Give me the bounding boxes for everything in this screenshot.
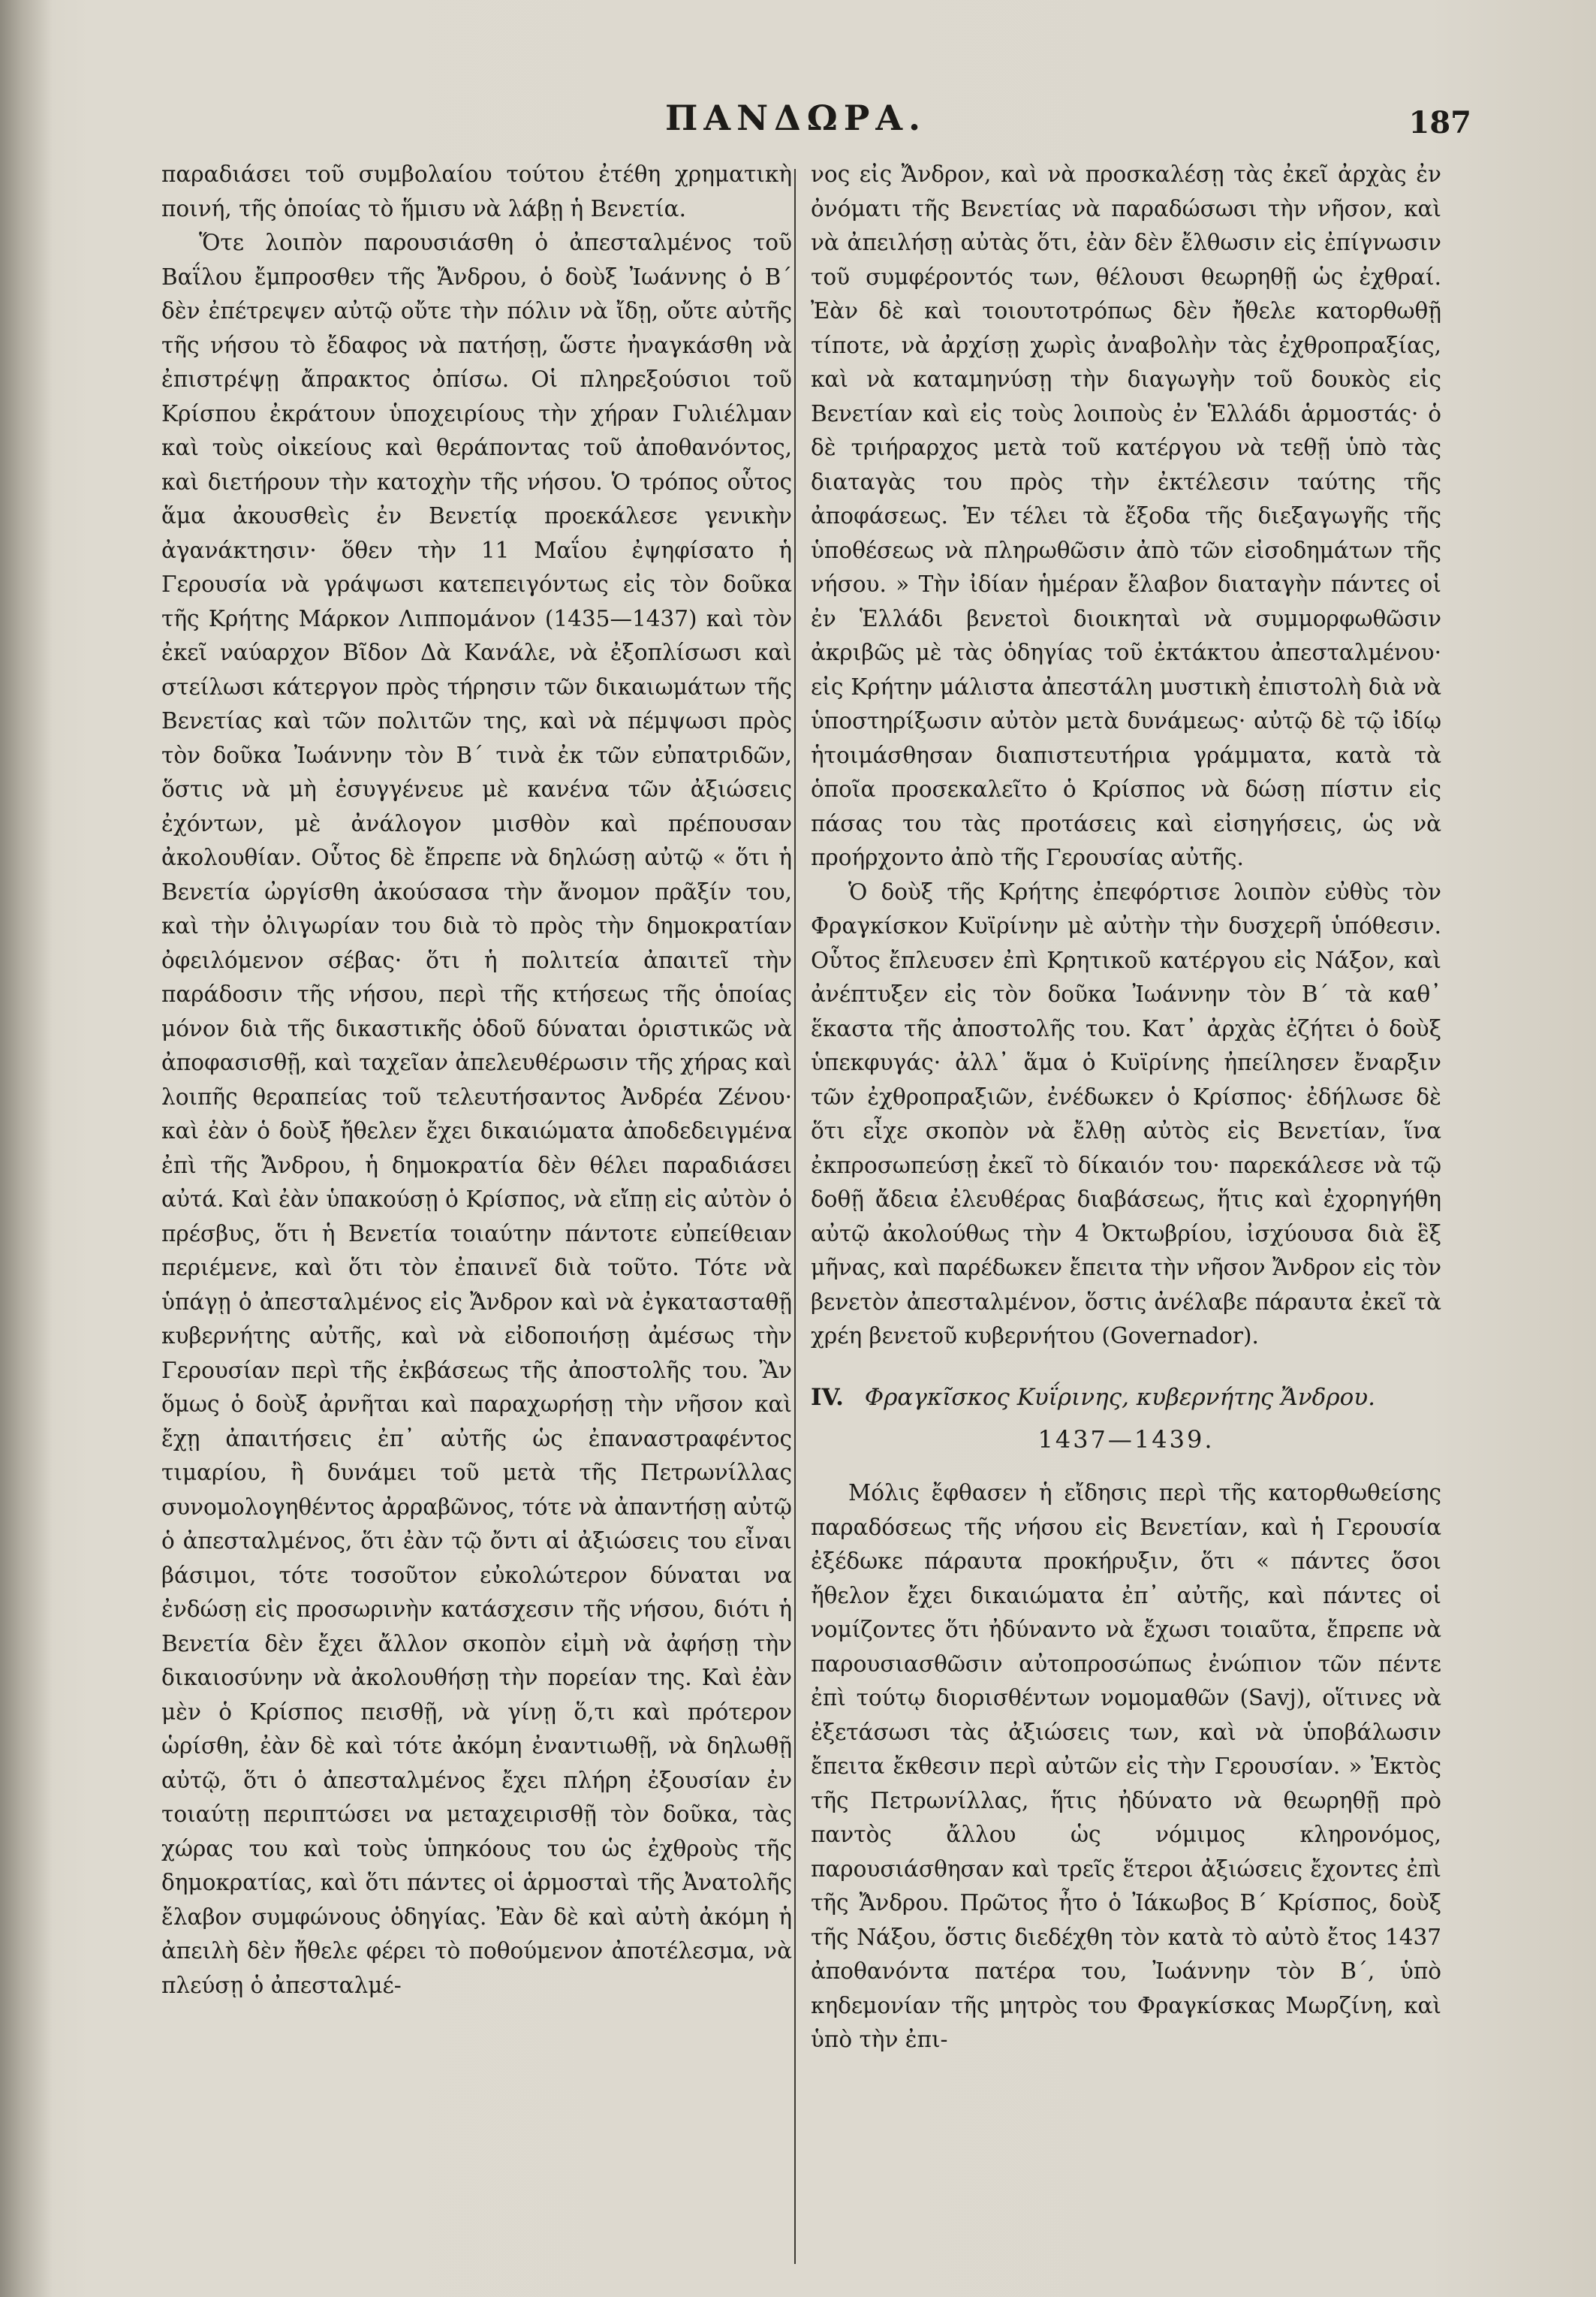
page-header	[0, 98, 1596, 150]
right-paragraph-3: Μόλις ἔφθασεν ἡ εἴδησις περὶ τῆς κατορθωθείσης παραδόσεως τῆς νήσου εἰς Βενετίαν, καὶ ἡ Γερουσία ἐξέδωκε πάραυτα προκήρυξιν, ὅτι « πάντες ὅσοι ἤθελον ἔχει δικαιώματα ἐπ᾽ αὐτῆς, καὶ πάντες οἱ νομίζοντες ὅτι ἠδύναντο νὰ ἔχωσι τοιαῦτα, ἔπρεπε νὰ παρουσιασθῶσιν αὐτοπροσώπως ἐνώπιον τῶν πέντε ἐπὶ τούτῳ διορισθέντων νομομαθῶν (Savj), οἵτινες νὰ ἐξετάσωσι τὰς ἀξιώσεις των, καὶ νὰ ὑποβάλωσιν ἔπειτα ἔκθεσιν περὶ αὐτῶν εἰς τὴν Γερουσίαν. » Ἐκτὸς τῆς Πετρωνίλλας, ἥτις ἠδύνατο νὰ θεωρηθῇ πρὸ παντὸς ἄλλου ὡς νόμιμος κληρονόμος, παρουσιάσθησαν καὶ τρεῖς ἕτεροι ἀξιώσεις ἔχοντες ἐπὶ τῆς Ἄνδρου. Πρῶτος ἦτο ὁ Ἰάκωβος Β΄ Κρίσπος, δοὺξ τῆς Νάξου, ὅστις διεδέχθη τὸν κατὰ τὸ αὐτὸ ἔτος 1437 ἀποθανόντα πατέρα του, Ἰωάννην τὸν Β΄, ὑπὸ κηδεμονίαν τῆς μητρὸς του Φραγκίσκας Μωρζίνη, καὶ ὑπὸ τὴν ἐπι-	[811, 1480, 1441, 2052]
left-paragraph-1: παραδιάσει τοῦ συμβολαίου τούτου ἐτέθη χρηματικὴ ποινή, τῆς ὁποίας τὸ ἥμισυ νὰ λάβῃ ἡ Βενετία.	[161, 161, 792, 222]
left-column	[161, 158, 792, 2003]
right-paragraph-2: Ὁ δοὺξ τῆς Κρήτης ἐπεφόρτισε λοιπὸν εὐθὺς τὸν Φραγκίσκον Κυϊρίνην μὲ αὐτὴν τὴν δυσχερῆ ὑπόθεσιν. Οὗτος ἔπλευσεν ἐπὶ Κρητικοῦ κατέργου εἰς Νάξον, καὶ ἀνέπτυξεν εἰς τὸν δοῦκα Ἰωάννην τὸν Β΄ τὰ καθ᾽ ἕκαστα τῆς ἀποστολῆς του. Κατ᾽ ἀρχὰς ἐζήτει ὁ δοὺξ ὑπεκφυγάς· ἀλλ᾽ ἅμα ὁ Κυϊρίνης ἠπείλησεν ἔναρξιν τῶν ἐχθροπραξιῶν, ἐνέδωκεν ὁ Κρίσπος· ἐδήλωσε δὲ ὅτι εἶχε σκοπὸν νὰ ἔλθῃ αὐτὸς εἰς Βενετίαν, ἵνα ἐκπροσωπεύσῃ ἐκεῖ τὸ δίκαιόν του· παρεκάλεσε νὰ τῷ δοθῇ ἄδεια ἐλευθέρας διαβάσεως, ἥτις καὶ ἐχορηγήθη αὐτῷ ἀκολούθως τὴν 4 Ὀκτωβρίου, ἰσχύουσα διὰ ἓξ μῆνας, καὶ παρέδωκεν ἔπειτα τὴν νῆσον Ἄνδρον εἰς τὸν βενετὸν ἀπεσταλμένον, ὅστις ἀνέλαβε πάραυτα ἐκεῖ τὰ χρέη βενετοῦ κυβερνήτου (Governador).	[811, 879, 1441, 1349]
page-number: 187	[1408, 105, 1471, 140]
section-dates: 1437—1439.	[1037, 1424, 1215, 1454]
running-title: ΠΑΝΔΩΡΑ.	[664, 98, 927, 138]
binding-shadow	[0, 0, 53, 2297]
column-divider	[794, 169, 796, 2264]
section-number: IV.	[811, 1383, 844, 1411]
right-paragraph-1: νος εἰς Ἄνδρον, καὶ νὰ προσκαλέσῃ τὰς ἐκεῖ ἀρχὰς ἐν ὀνόματι τῆς Βενετίας νὰ παραδώσωσι τὴν νῆσον, καὶ νὰ ἀπειλήσῃ αὐτὰς ὅτι, ἐὰν δὲν ἔλθωσιν εἰς ἐπίγνωσιν τοῦ συμφέροντός των, θέλουσι θεωρηθῇ ὡς ἐχθραί. Ἐὰν δὲ καὶ τοιουτοτρόπως δὲν ἤθελε κατορθωθῇ τίποτε, νὰ ἀρχίσῃ χωρὶς ἀναβολὴν τὰς ἐχθροπραξίας, καὶ νὰ καταμηνύσῃ τὴν διαγωγὴν τοῦ δουκὸς εἰς Βενετίαν καὶ εἰς τοὺς λοιποὺς ἐν Ἑλλάδι ἁρμοστάς· ὁ δὲ τριήραρχος μετὰ τοῦ κατέργου νὰ τεθῇ ὑπὸ τὰς διαταγὰς του πρὸς τὴν ἐκτέλεσιν ταύτης τῆς ἀποφάσεως. Ἐν τέλει τὰ ἔξοδα τῆς διεξαγωγῆς τῆς ὑποθέσεως νὰ πληρωθῶσιν ἀπὸ τῶν εἰσοδημάτων τῆς νήσου. » Τὴν ἰδίαν ἡμέραν ἔλαβον διαταγὴν πάντες οἱ ἐν Ἑλλάδι βενετοὶ διοικηταὶ νὰ συμμορφωθῶσιν ἀκριβῶς μὲ τὰς ὁδηγίας τοῦ ἐκτάκτου ἀπεσταλμένου· εἰς Κρήτην μάλιστα ἀπεστάλη μυστικὴ ἐπιστολὴ διὰ νὰ ὑποστηρίξωσιν αὐτὸν μετὰ δυνάμεως· αὐτῷ δὲ τῷ ἰδίῳ ἡτοιμάσθησαν διαπιστευτήρια γράμματα, κατὰ τὰ ὁποῖα προσεκαλεῖτο ὁ Κρίσπος νὰ δώσῃ πίστιν εἰς πάσας του τὰς προτάσεις καὶ εἰσηγήσεις, ὡς νὰ προήρχοντο ἀπὸ τῆς Γερουσίας αὐτῆς.	[811, 161, 1441, 870]
section-title: Φραγκῖσκος Κυΐρινης, κυβερνήτης Ἄνδρου.	[864, 1383, 1375, 1411]
section-heading	[811, 1379, 1441, 1415]
left-paragraph-2: Ὅτε λοιπὸν παρουσιάσθη ὁ ἀπεσταλμένος τοῦ Βαΐλου ἔμπροσθεν τῆς Ἄνδρου, ὁ δοὺξ Ἰωάννης ὁ Β΄ δὲν ἐπέτρεψεν αὐτῷ οὔτε τὴν πόλιν νὰ ἴδῃ, οὔτε αὐτῆς τῆς νήσου τὸ ἔδαφος νὰ πατήσῃ, ὥστε ἠναγκάσθη νὰ ἐπιστρέψῃ ἄπρακτος ὀπίσω. Οἱ πληρεξούσιοι τοῦ Κρίσπου ἐκράτουν ὑποχειρίους τὴν χήραν Γυλιέλμαν καὶ τοὺς οἰκείους καὶ θεράποντας τοῦ ἀποθανόντος, καὶ διετήρουν τὴν κατοχὴν τῆς νήσου. Ὁ τρόπος οὗτος ἅμα ἀκουσθεὶς ἐν Βενετίᾳ προεκάλεσε γενικὴν ἀγανάκτησιν· ὅθεν τὴν 11 Μαΐου ἐψηφίσατο ἡ Γερουσία νὰ γράψωσι κατεπειγόντως εἰς τὸν δοῦκα τῆς Κρήτης Μάρκον Λιππομάνον (1435—1437) καὶ τὸν ἐκεῖ ναύαρχον Βῖδον Δὰ Κανάλε, νὰ ἐξοπλίσωσι καὶ στείλωσι κάτεργον πρὸς τήρησιν τῶν δικαιωμάτων τῆς Βενετίας καὶ τῶν πολιτῶν της, καὶ νὰ πέμψωσι πρὸς τὸν δοῦκα Ἰωάννην τὸν Β΄ τινὰ ἐκ τῶν εὐπατριδῶν, ὅστις νὰ μὴ ἐσυγγένευε μὲ κανένα τῶν ἀξιώσεις ἐχόντων, μὲ ἀνάλογον μισθὸν καὶ πρέπουσαν ἀκολουθίαν. Οὗτος δὲ ἔπρεπε νὰ δηλώσῃ αὐτῷ « ὅτι ἡ Βενετία ὠργίσθη ἀκούσασα τὴν ἄνομον πρᾶξίν του, καὶ τὴν ὀλιγωρίαν του διὰ τὸ πρὸς τὴν δημοκρατίαν ὀφειλόμενον σέβας· ὅτι ἡ πολιτεία ἀπαιτεῖ τὴν παράδοσιν τῆς νήσου, περὶ τῆς κτήσεως τῆς ὁποίας μόνον διὰ τῆς δικαστικῆς ὁδοῦ δύναται ὁριστικῶς νὰ ἀποφασισθῇ, καὶ ταχεῖαν ἀπελευθέρωσιν τῆς χήρας καὶ λοιπῆς θεραπείας τοῦ τελευτήσαντος Ἀνδρέα Ζένου· καὶ ἐὰν ὁ δοὺξ ἤθελεν ἔχει δικαιώματα ἀποδεδειγμένα ἐπὶ τῆς Ἄνδρου, ἡ δημοκρατία δὲν θέλει παραδιάσει αὐτά. Καὶ ἐὰν ὑπακούσῃ ὁ Κρίσπος, νὰ εἴπῃ εἰς αὐτὸν ὁ πρέσβυς, ὅτι ἡ Βενετία τοιαύτην πάντοτε εὐπείθειαν περιέμενε, καὶ ὅτι τὸν ἐπαινεῖ διὰ τοῦτο. Τότε νὰ ὑπάγῃ ὁ ἀπεσταλμένος εἰς Ἄνδρον καὶ νὰ ἐγκατασταθῇ κυβερνήτης αὐτῆς, καὶ νὰ εἰδοποιήσῃ ἀμέσως τὴν Γερουσίαν περὶ τῆς ἐκβάσεως τῆς ἀποστολῆς του. Ἂν ὅμως ὁ δοὺξ ἀρνῆται καὶ παραχωρήσῃ τὴν νῆσον καὶ ἔχῃ ἀπαιτήσεις ἐπ᾽ αὐτῆς ὡς ἐπαναστραφέντος τιμαρίου, ἢ δυνάμει τοῦ μετὰ τῆς Πετρωνίλλας συνομολογηθέντος ἀρραβῶνος, τότε νὰ ἀπαντήσῃ αὐτῷ ὁ ἀπεσταλμένος, ὅτι ἐὰν τῷ ὄντι αἱ ἀξιώσεις του εἶναι βάσιμοι, τότε τοσοῦτον εὐκολώτερον δύναται να ἐνδώσῃ εἰς προσωρινὴν κατάσχεσιν τῆς νήσου, διότι ἡ Βενετία δὲν ἔχει ἄλλον σκοπὸν εἰμὴ νὰ ἀφήσῃ τὴν δικαιοσύνην νὰ ἀκολουθήσῃ τὴν πορείαν της. Καὶ ἐὰν μὲν ὁ Κρίσπος πεισθῇ, νὰ γίνῃ ὅ,τι καὶ πρότερον ὡρίσθη, ἐὰν δὲ καὶ τότε ἀκόμη ἐναντιωθῇ, νὰ δηλωθῇ αὐτῷ, ὅτι ὁ ἀπεσταλμένος ἔχει πλήρη ἐξουσίαν ἐν τοιαύτῃ περιπτώσει να μεταχειρισθῇ τὸν δοῦκα, τὰς χώρας του καὶ τοὺς ὑπηκόους του ὡς ἐχθροὺς τῆς δημοκρατίας, καὶ ὅτι πάντες οἱ ἁρμοσταὶ τῆς Ἀνατολῆς ἔλαβον συμφώνους ὁδηγίας. Ἐὰν δὲ καὶ αὐτὴ ἀκόμη ἡ ἀπειλὴ δὲν ἤθελε φέρει τὸ ποθούμενον ἀποτέλεσμα, νὰ πλεύσῃ ὁ ἀπεσταλμέ-	[161, 230, 792, 1998]
right-column	[811, 158, 1441, 2057]
